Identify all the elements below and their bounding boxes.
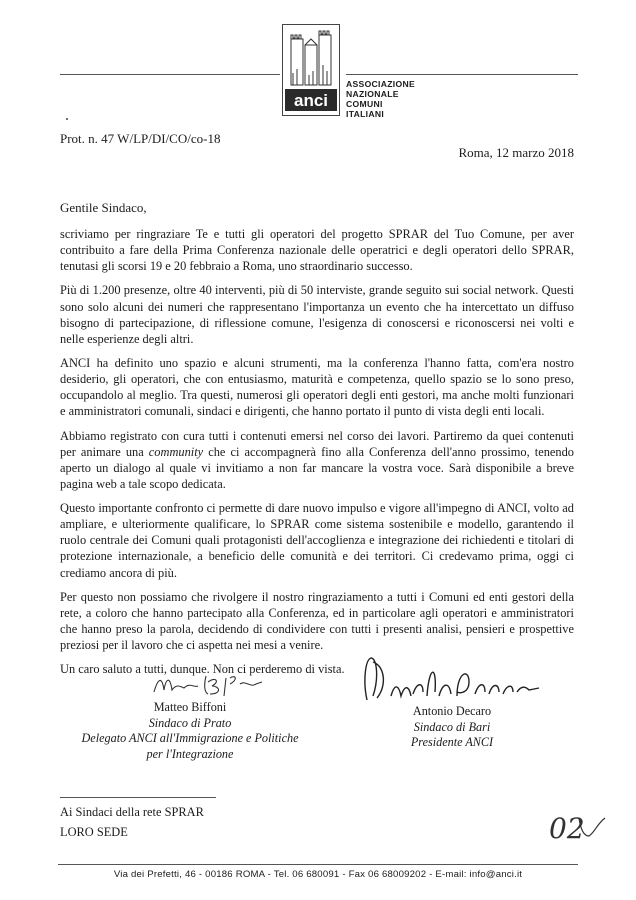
paragraph: scriviamo per ringraziare Te e tutti gli operatori del progetto SPRAR del Tuo Comune, per aver contribuito a fare della Prima Conferenza nazionale delle operatrici e degli operatori dello SPRAR, tenutasi gli scorsi 19 e 20 febbraio a Roma, uno straordinario successo. [60, 227, 574, 274]
emphasis-text: community [148, 444, 204, 459]
paragraph: Più di 1.200 presenze, oltre 40 interventi, più di 50 interviste, grande seguito sui social network. Questi sono solo alcuni dei numeri che rappresentano l'importanza un evento che ha intercettato un diffuso bisogno di partecipazione, di riflessione comune, l'esigenza di conoscersi e riconoscersi nei volti e nelle esperienze degli altri. [60, 283, 574, 346]
svg-text:02: 02 [549, 812, 585, 845]
signatory-role: Sindaco di Bari [413, 719, 491, 734]
handwritten-page-number [545, 810, 609, 851]
signatory-role: Delegato ANCI all'Immigrazione e Politiche [81, 731, 299, 745]
header-rule-left [60, 74, 280, 75]
letter-body [60, 226, 574, 686]
paragraph: Per questo non possiamo che rivolgere il nostro ringraziamento a tutti i Comuni ed enti gestori della rete, a coloro che hanno partecipato alla Conferenza, ed in particolare agli operatori e amministratori che hanno preso la parola, decidendo di condividere con tutti i presenti analisi, pensieri e prospettive preziosi per il lavoro che ci aspetta nei mesi a venire. [60, 589, 574, 653]
greeting: Gentile Sindaco, [60, 200, 147, 215]
handwritten-signature [100, 668, 320, 700]
place-date: Roma, 12 marzo 2018 [458, 145, 574, 160]
paragraph [60, 428, 574, 492]
paragraph-text: che ci accompagnerà fino alla Conferenza dell'anno prossimo, tenendo aperto un dialogo al quale vi invitiamo a non far mancare la vostra voce. Sarà disponibile a breve pagina web a tale scopo dedicata. [60, 444, 574, 491]
paragraph: ANCI ha definito uno spazio e alcuni strumenti, ma la conferenza l'hanno fatta, com'era nostro desiderio, gli operatori, che con entusiasmo, maturità e competenza, quello spazio se lo sono preso, occupandolo al meglio. Tra questi, numerosi gli operatori degli enti gestori, ma anche molti funzionari e amministratori comunali, sindaci e dirigenti, che hanno portato il punto di vista degli enti locali. [60, 356, 574, 419]
signature-block-right [352, 652, 552, 751]
svg-text:anci: anci [293, 91, 329, 110]
signatory-name: Antonio Decaro [412, 704, 492, 718]
ink-dot [66, 118, 68, 120]
footer-rule [58, 864, 578, 865]
distribution-list [60, 802, 204, 842]
signatory-name: Matteo Biffoni [153, 700, 227, 714]
distribution-line: LORO SEDE [60, 825, 128, 839]
paragraph: Un caro saluto a tutti, dunque. Non ci perderemo di vista. [60, 662, 345, 677]
org-line: ASSOCIAZIONE [346, 79, 416, 89]
header-rule-right [346, 74, 578, 75]
signature-block-left [60, 668, 320, 762]
org-line: ITALIANI [346, 109, 385, 119]
signatory-role: Sindaco di Prato [148, 715, 232, 730]
protocol-number: Prot. n. 47 W/LP/DI/CO/co-18 [60, 131, 221, 146]
distribution-line: Ai Sindaci della rete SPRAR [60, 805, 204, 819]
signatory-role: Presidente ANCI [410, 735, 494, 749]
paragraph: Questo importante confronto ci permette di dare nuovo impulso e vigore all'impegno di ANCI, volto ad ampliare, e ulteriormente qualificare, lo SPRAR come sistema sostenibile e modello, garantendo il ruolo centrale dei Comuni quali protagonisti dell'accoglienza e integrazione dei richiedenti e titolari di protezione internazionale, a beneficio delle comunità e dei territori. Ci credevamo prima, oggi ci crediamo ancora di più. [60, 501, 574, 580]
signatory-role: per l'Integrazione [146, 746, 234, 761]
anci-logo [282, 24, 340, 116]
footer-address: Via dei Prefetti, 46 - 00186 ROMA - Tel. 06 680091 - Fax 06 68009202 - E-mail: info@anci.it [113, 869, 523, 880]
handwritten-signature [352, 652, 552, 704]
paragraph-text: Abbiamo registrato con cura tutti i contenuti emersi nel corso dei lavori. Partiremo da quei contenuti per animare una [60, 428, 574, 459]
distribution-rule [60, 797, 216, 798]
org-line: NAZIONALE [346, 89, 399, 99]
org-line: COMUNI [346, 99, 383, 109]
organization-name [346, 79, 415, 119]
